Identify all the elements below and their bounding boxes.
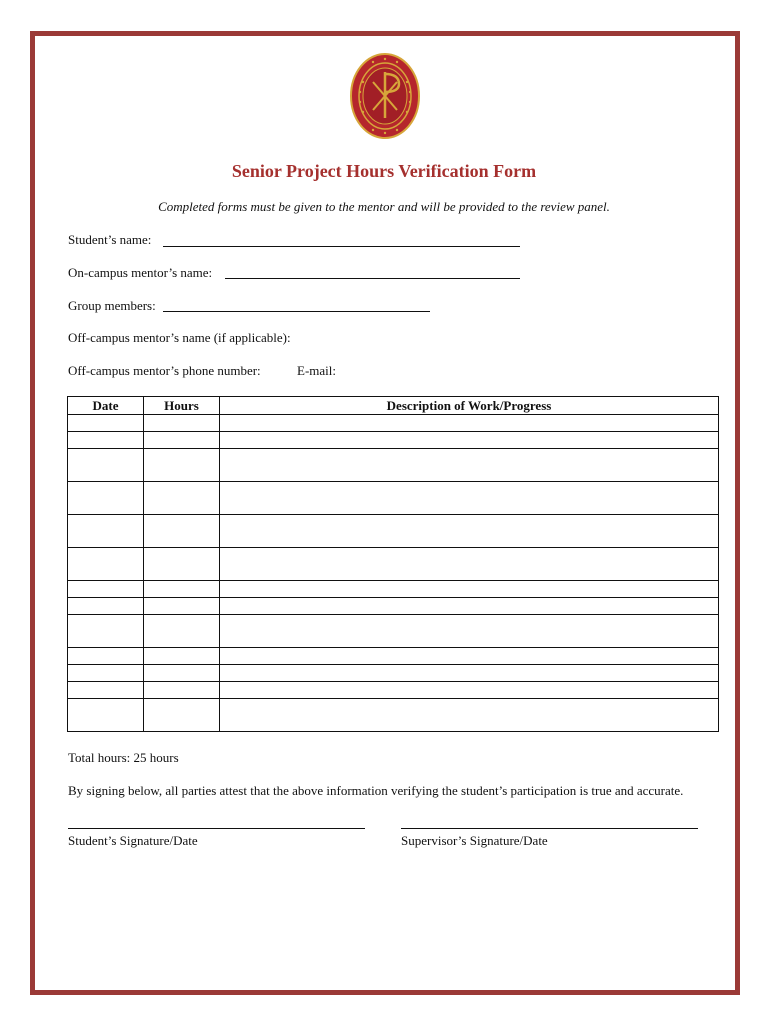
hours-log-body bbox=[68, 415, 719, 732]
table-row bbox=[68, 699, 719, 732]
description-cell[interactable] bbox=[220, 449, 719, 482]
hours-log-table bbox=[67, 396, 719, 732]
description-cell[interactable] bbox=[220, 665, 719, 682]
description-cell[interactable] bbox=[220, 482, 719, 515]
date-cell[interactable] bbox=[68, 415, 144, 432]
student-signature-label: Student’s Signature/Date bbox=[68, 833, 198, 848]
form-title: Senior Project Hours Verification Form bbox=[231, 161, 537, 181]
table-row bbox=[68, 432, 719, 449]
table-row bbox=[68, 598, 719, 615]
date-cell[interactable] bbox=[68, 699, 144, 732]
hours-cell[interactable] bbox=[144, 548, 220, 581]
table-row bbox=[68, 665, 719, 682]
hours-cell[interactable] bbox=[144, 665, 220, 682]
hours-cell[interactable] bbox=[144, 699, 220, 732]
table-row bbox=[68, 648, 719, 665]
description-cell[interactable] bbox=[220, 515, 719, 548]
off-campus-phone-label: Off-campus mentor’s phone number: bbox=[68, 363, 261, 378]
date-cell[interactable] bbox=[68, 432, 144, 449]
hours-column-header: Hours bbox=[144, 397, 220, 415]
hours-cell[interactable] bbox=[144, 415, 220, 432]
hours-cell[interactable] bbox=[144, 615, 220, 648]
hours-cell[interactable] bbox=[144, 482, 220, 515]
table-row bbox=[68, 615, 719, 648]
hours-cell[interactable] bbox=[144, 449, 220, 482]
total-hours: Total hours: 25 hours bbox=[68, 750, 179, 765]
date-cell[interactable] bbox=[68, 449, 144, 482]
description-cell[interactable] bbox=[220, 548, 719, 581]
table-row bbox=[68, 682, 719, 699]
student-name-label: Student’s name: bbox=[68, 232, 152, 247]
table-row bbox=[68, 482, 719, 515]
school-seal-logo bbox=[349, 52, 421, 140]
hours-cell[interactable] bbox=[144, 432, 220, 449]
group-members-field[interactable] bbox=[163, 311, 430, 312]
hours-cell[interactable] bbox=[144, 581, 220, 598]
date-cell[interactable] bbox=[68, 515, 144, 548]
date-cell[interactable] bbox=[68, 482, 144, 515]
form-subtitle: Completed forms must be given to the mentor and will be provided to the review panel. bbox=[158, 199, 610, 214]
supervisor-signature-label: Supervisor’s Signature/Date bbox=[401, 833, 548, 848]
group-members-label: Group members: bbox=[68, 298, 156, 313]
description-cell[interactable] bbox=[220, 699, 719, 732]
on-campus-mentor-label: On-campus mentor’s name: bbox=[68, 265, 213, 280]
table-row bbox=[68, 515, 719, 548]
description-cell[interactable] bbox=[220, 415, 719, 432]
hours-cell[interactable] bbox=[144, 598, 220, 615]
table-row bbox=[68, 449, 719, 482]
supervisor-signature-line[interactable] bbox=[401, 828, 698, 829]
date-cell[interactable] bbox=[68, 665, 144, 682]
hours-cell[interactable] bbox=[144, 648, 220, 665]
table-row bbox=[68, 548, 719, 581]
date-cell[interactable] bbox=[68, 581, 144, 598]
hours-cell[interactable] bbox=[144, 515, 220, 548]
description-cell[interactable] bbox=[220, 682, 719, 699]
description-cell[interactable] bbox=[220, 598, 719, 615]
student-signature-line[interactable] bbox=[68, 828, 365, 829]
description-cell[interactable] bbox=[220, 648, 719, 665]
table-header-row bbox=[68, 397, 719, 415]
date-cell[interactable] bbox=[68, 648, 144, 665]
description-cell[interactable] bbox=[220, 432, 719, 449]
date-cell[interactable] bbox=[68, 598, 144, 615]
on-campus-mentor-field[interactable] bbox=[225, 278, 520, 279]
attestation-text: By signing below, all parties attest that the above information verifying the student’s participation is true and accurate. bbox=[68, 783, 684, 798]
email-label: E-mail: bbox=[297, 363, 336, 378]
table-row bbox=[68, 581, 719, 598]
date-cell[interactable] bbox=[68, 615, 144, 648]
date-cell[interactable] bbox=[68, 548, 144, 581]
hours-cell[interactable] bbox=[144, 682, 220, 699]
date-cell[interactable] bbox=[68, 682, 144, 699]
date-column-header: Date bbox=[68, 397, 144, 415]
table-row bbox=[68, 415, 719, 432]
description-cell[interactable] bbox=[220, 615, 719, 648]
off-campus-mentor-label: Off-campus mentor’s name (if applicable): bbox=[68, 330, 291, 345]
description-column-header: Description of Work/Progress bbox=[220, 397, 719, 415]
student-name-field[interactable] bbox=[163, 246, 520, 247]
description-cell[interactable] bbox=[220, 581, 719, 598]
